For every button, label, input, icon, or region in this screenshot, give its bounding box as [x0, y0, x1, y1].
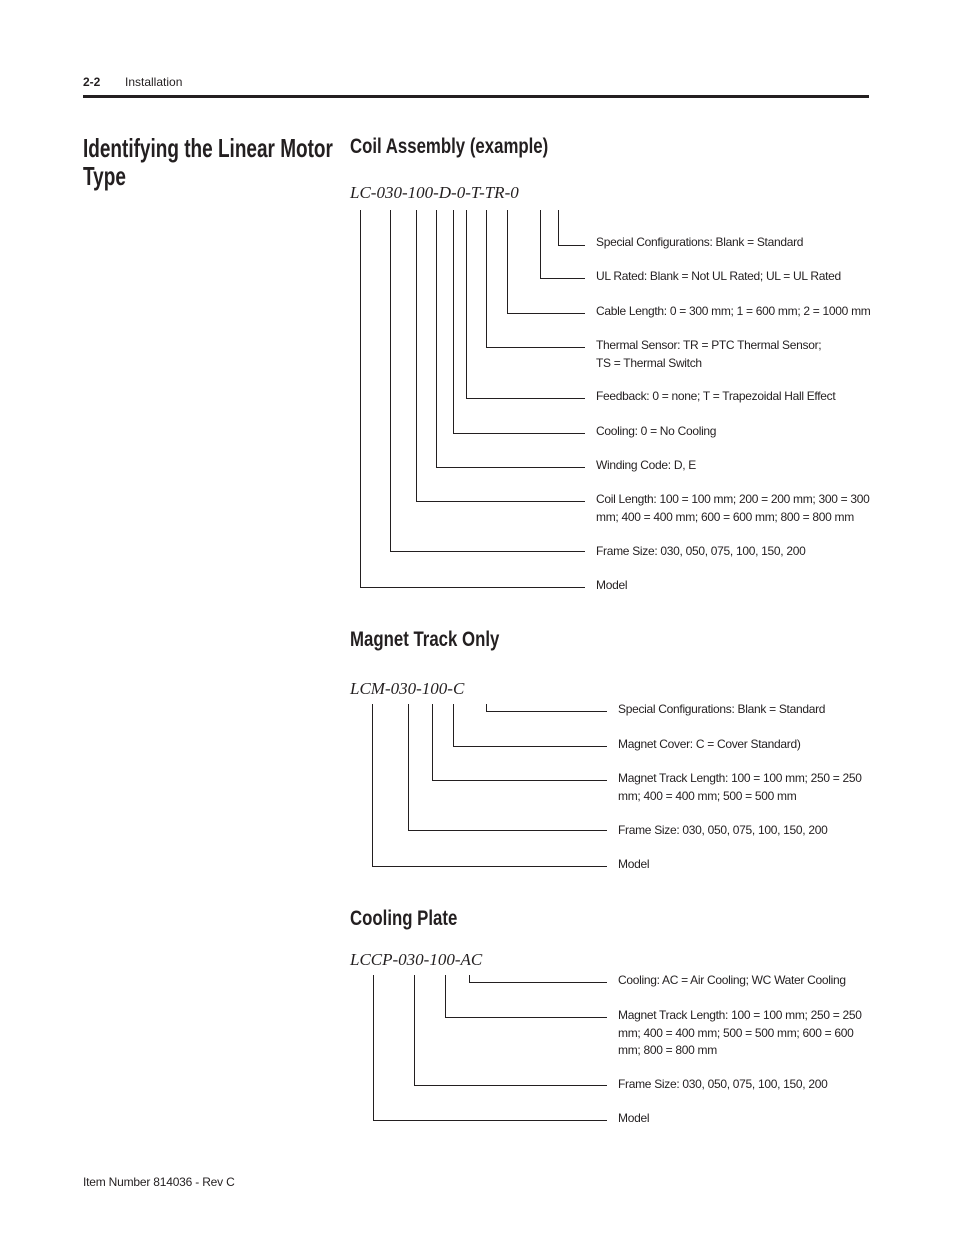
magnet-track-heading: Magnet Track Only [350, 628, 500, 651]
coil-label-cable-length [596, 303, 870, 321]
connector-model [374, 975, 608, 1121]
connector-cable-length [508, 210, 586, 314]
label-line: mm; 400 = 400 mm; 500 = 500 mm; 600 = 600 [618, 1025, 854, 1040]
connector-magnet-cover [454, 704, 608, 747]
connector-frame-size [409, 704, 608, 831]
connector-magnet-track-length [446, 975, 608, 1018]
magnet-label-special-configurations [618, 701, 825, 719]
connector-ul-rated [541, 210, 586, 279]
coil-label-feedback [596, 388, 835, 406]
label-line: Frame Size: 030, 050, 075, 100, 150, 200 [618, 823, 828, 837]
label-line: Frame Size: 030, 050, 075, 100, 150, 200 [596, 544, 806, 558]
cooling-label-cooling [618, 972, 846, 990]
label-line: TS = Thermal Switch [596, 355, 702, 370]
label-line: Winding Code: D, E [596, 458, 696, 472]
label-line: Model [618, 1111, 650, 1125]
magnet-label-model [618, 856, 649, 874]
page-title: Identifying the Linear Motor Type [83, 133, 333, 191]
cooling-label-model [618, 1110, 649, 1128]
connector-feedback [467, 210, 586, 399]
label-line: Thermal Sensor: TR = PTC Thermal Sensor; [596, 338, 822, 352]
label-line: Magnet Track Length: 100 = 100 mm; 250 = 250 [618, 771, 862, 785]
magnet-label-frame-size [618, 822, 828, 840]
footer-item-number: Item Number 814036 - Rev C [83, 1175, 235, 1189]
connector-model [373, 704, 608, 867]
label-line: Cooling: 0 = No Cooling [596, 424, 717, 438]
label-line: Magnet Cover: C = Cover Standard) [618, 737, 801, 751]
label-line: mm; 400 = 400 mm; 600 = 600 mm; 800 = 800 mm [596, 509, 854, 524]
connector-frame-size [415, 975, 608, 1086]
connector-cooling [470, 975, 608, 983]
connector-magnet-track-length [433, 704, 608, 781]
coil-label-frame-size [596, 543, 806, 561]
magnet-label-magnet-cover [618, 736, 801, 754]
cooling-label-magnet-track-length [618, 1007, 862, 1060]
coil-label-model [596, 577, 627, 595]
header-rule [83, 95, 869, 98]
label-line: Special Configurations: Blank = Standard [596, 235, 804, 249]
label-line: Frame Size: 030, 050, 075, 100, 150, 200 [618, 1077, 828, 1091]
magnet-label-magnet-track-length [618, 770, 862, 805]
coil-label-coil-length [596, 491, 870, 526]
label-line: Magnet Track Length: 100 = 100 mm; 250 = 250 [618, 1008, 862, 1022]
label-line: mm; 800 = 800 mm [618, 1043, 717, 1057]
connector-special-configurations [559, 210, 586, 246]
coil-assembly-part-number: LC-030-100-D-0-T-TR-0 [350, 183, 519, 202]
page-number: 2-2 [83, 75, 101, 89]
coil-label-ul-rated [596, 268, 841, 286]
connector-frame-size [391, 210, 586, 552]
cooling-plate-connectors [374, 975, 608, 1121]
magnet-track-part-number: LCM-030-100-C [350, 679, 465, 698]
label-line: Cable Length: 0 = 300 mm; 1 = 600 mm; 2 = 1000 mm [596, 304, 871, 318]
label-line: Cooling: AC = Air Cooling; WC Water Cooling [618, 973, 846, 987]
magnet-track-connectors [373, 704, 608, 867]
connector-cooling [454, 210, 586, 434]
coil-label-cooling [596, 423, 716, 441]
coil-label-special-configurations [596, 234, 803, 252]
coil-assembly-connectors [361, 210, 586, 588]
cooling-label-frame-size [618, 1076, 828, 1094]
coil-label-thermal-sensor [596, 337, 821, 372]
label-line: UL Rated: Blank = Not UL Rated; UL = UL Rated [596, 269, 841, 283]
connector-special-configurations [487, 704, 608, 712]
label-line: Feedback: 0 = none; T = Trapezoidal Hall Effect [596, 389, 836, 403]
label-line: Model [596, 578, 628, 592]
label-line: Model [618, 857, 650, 871]
connector-winding-code [437, 210, 586, 468]
label-line: Coil Length: 100 = 100 mm; 200 = 200 mm; 300 = 300 [596, 492, 870, 506]
label-line: Special Configurations: Blank = Standard [618, 702, 826, 716]
section-name: Installation [125, 75, 183, 89]
cooling-plate-heading: Cooling Plate [350, 907, 458, 930]
connector-thermal-sensor [487, 210, 586, 348]
connector-model [361, 210, 586, 588]
cooling-plate-part-number: LCCP-030-100-AC [350, 950, 483, 969]
coil-assembly-heading: Coil Assembly (example) [350, 135, 549, 158]
connector-coil-length [417, 210, 586, 502]
coil-label-winding-code [596, 457, 696, 475]
label-line: mm; 400 = 400 mm; 500 = 500 mm [618, 788, 797, 803]
